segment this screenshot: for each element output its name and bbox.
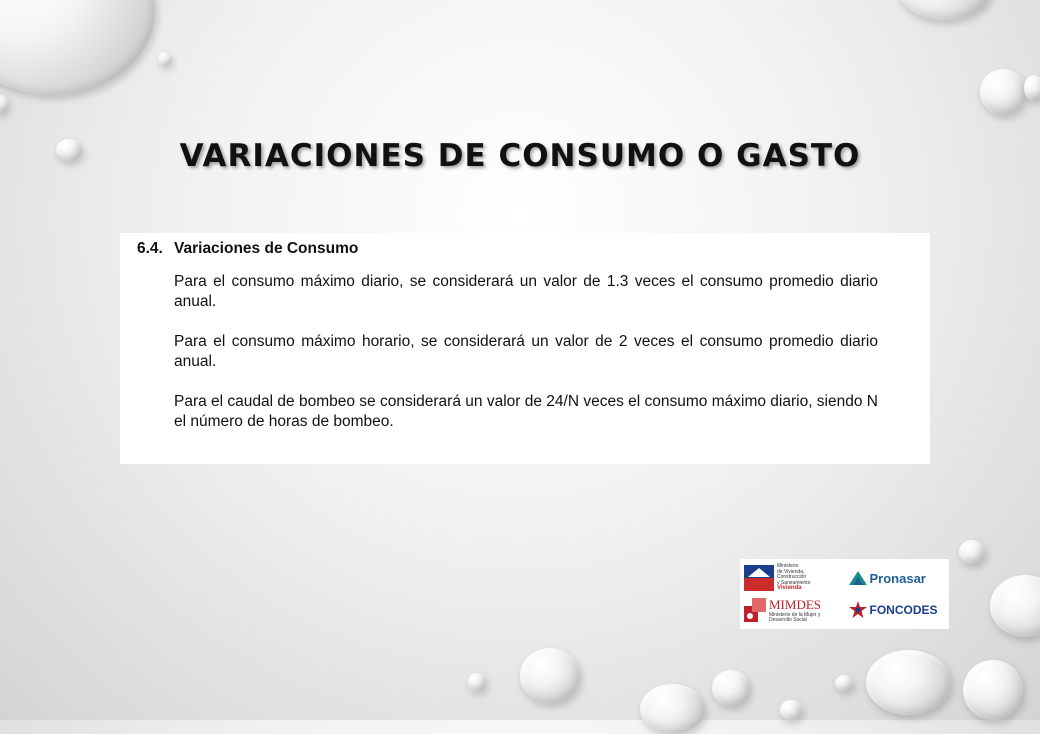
water-drop-decoration xyxy=(963,660,1023,720)
vivienda-line: Construcción xyxy=(777,574,807,581)
vivienda-logo xyxy=(744,562,841,594)
vivienda-emblem-icon xyxy=(744,565,774,591)
section-heading xyxy=(137,239,878,259)
vivienda-line: Ministerio xyxy=(777,563,799,570)
foncodes-brand: FONCODES xyxy=(869,603,938,617)
paragraph-max-hourly: Para el consumo máximo horario, se considerará un valor de 2 veces el consumo promedio diario anual. xyxy=(174,333,878,370)
pronasar-logo xyxy=(849,562,946,594)
water-drop-decoration xyxy=(980,69,1026,115)
water-drop-decoration xyxy=(897,0,992,20)
pronasar-brand: Pronasar xyxy=(869,570,926,586)
water-drop-decoration xyxy=(0,0,155,95)
vivienda-line: de Vivienda, xyxy=(777,568,805,575)
water-drop-decoration xyxy=(990,575,1040,637)
mimdes-brand: MIMDES xyxy=(769,596,822,612)
paragraph-max-daily: Para el consumo máximo diario, se considerará un valor de 1.3 veces el consumo promedio diario anual. xyxy=(174,273,878,310)
water-drop-decoration xyxy=(835,675,853,691)
slide-title: VARIACIONES DE CONSUMO O GASTO xyxy=(179,138,861,174)
mimdes-subtitle: Ministerio de la Mujer y Desarrollo Social xyxy=(769,611,821,623)
water-drop-decoration xyxy=(640,684,705,734)
water-drop-decoration xyxy=(712,670,750,706)
pronasar-mountain-icon xyxy=(849,571,867,585)
institution-logos xyxy=(740,559,949,629)
section-title: Variaciones de Consumo xyxy=(174,240,359,257)
foncodes-logo xyxy=(849,594,946,626)
vivienda-line: y Saneamiento xyxy=(777,579,811,586)
vivienda-brand: Vivienda xyxy=(777,585,802,592)
water-drop-decoration xyxy=(0,95,8,113)
document-excerpt xyxy=(120,233,930,464)
water-drop-decoration xyxy=(959,540,985,564)
water-drop-decoration xyxy=(780,700,802,720)
paragraph-pumping-flow: Para el caudal de bombeo se considerará un valor de 24/N veces el consumo máximo diario, siendo N el número de horas de bombeo. xyxy=(174,393,878,430)
mimdes-emblem-icon xyxy=(744,598,766,622)
water-drop-decoration xyxy=(158,52,172,66)
water-drop-decoration xyxy=(468,673,486,691)
water-drop-decoration xyxy=(520,648,580,703)
section-number: 6.4. xyxy=(137,240,163,257)
water-drop-decoration xyxy=(1024,75,1040,101)
foncodes-star-icon xyxy=(849,601,867,619)
water-drop-decoration xyxy=(866,650,951,715)
mimdes-logo xyxy=(744,594,841,626)
